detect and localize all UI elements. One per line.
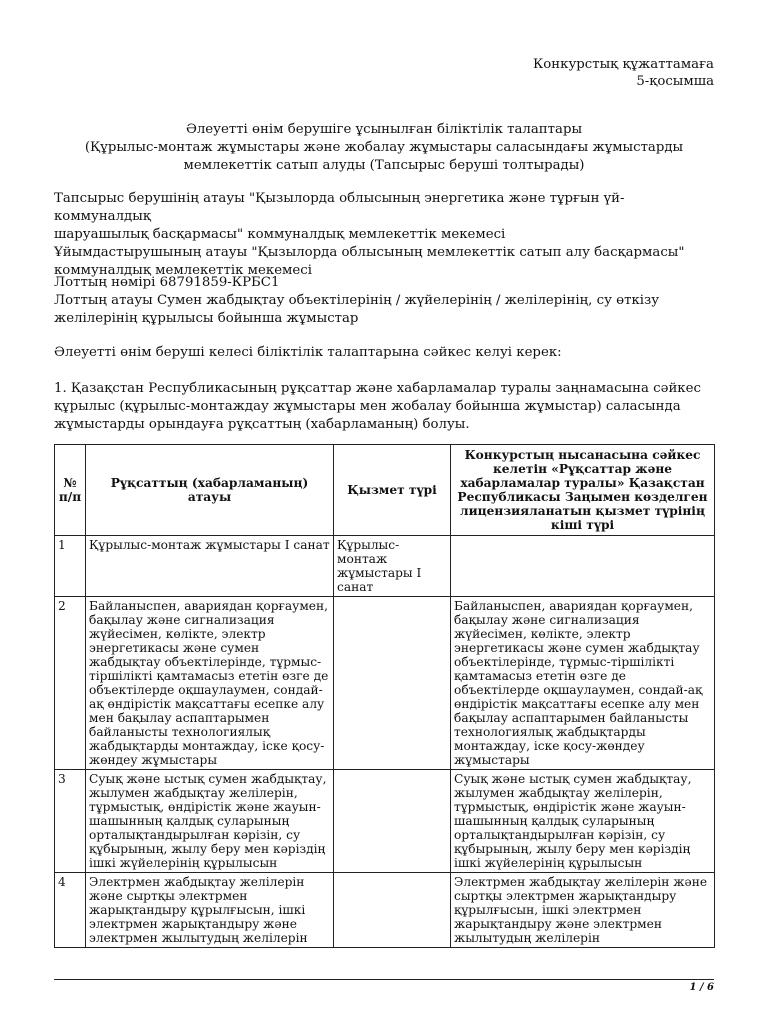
cell-activity-subtype: Электрмен жабдықтау желілерін және сыртқы электрмен жарықтандыру құрылғысын, ішкі электрмен жарықтандыру және электрмен жылытудың желілерін [451,873,715,948]
requirement-intro [54,344,719,362]
cell-permit-name: Электрмен жабдықтау желілерін және сыртқы электрмен жарықтандыру құрылғысын, ішкі электрмен жарықтандыру және электрмен жылытудың желілерін [86,873,334,948]
permits-table [54,444,715,948]
cell-activity-subtype: Суық және ыстық сумен жабдықтау, жылумен жабдықтау желілерін, тұрмыстық, өндірістік және жауын-шашынның қалдық суларының орталықтандырылған кәрізін, су құбырының, жылу беру мен кәріздің ішкі жүйелерінің құрылысын [451,770,715,873]
header-activity-subtype: Конкурстың нысанасына сәйкес келетін «Рұқсаттар және хабарламалар туралы» Қазақстан Республикасы Заңымен көзделген лицензияланатын қызмет түрінің кіші түрі [451,445,715,536]
document-title [54,121,714,175]
appendix-header-line2: 5-қосымша [636,74,714,89]
requirement-line1: Әлеуетті өнім беруші келесі біліктілік талаптарына сәйкес келуі керек: [54,345,562,360]
item1-line3: жұмыстарды орындауға рұқсаттың (хабарламаның) болуы. [54,417,470,432]
title-line1: Әлеуетті өнім берушіге ұсынылған біліктілік талаптары [185,122,583,137]
appendix-header-line1: Конкурстық құжаттамаға [532,57,714,72]
lot-info [54,274,719,328]
requirement-item-1 [54,380,719,434]
cell-activity-subtype [451,536,715,597]
cell-permit-name: Байланыспен, авариядан қорғаумен, бақылау және сигнализация жүйесімен, көлікте, электр энергетикасы және сумен жабдықтау объектілерінде, тұрмыс-тіршілікті қамтамасыз ететін өзге де объектілерде оқшаулаумен, сондай-ақ өндірістік мақсаттағы есепке алу мен бақылау аспаптарымен байланысты технологиялық жабдықтарды монтаждау, іске қосу-жөндеу жұмыстары [86,597,334,770]
lot-line1: Лоттың нөмірі 68791859-КРБС1 [54,275,280,290]
customer-line3: Ұйымдастырушының атауы "Қызылорда облысының мемлекеттік сатып алу басқармасы" [54,245,685,260]
cell-num: 1 [55,536,86,597]
customer-line1: Тапсырыс берушінің атауы "Қызылорда облысының энергетика және тұрғын үй-коммуналдық [54,191,625,224]
cell-activity-type: Құрылыс-монтаж жұмыстары I санат [334,536,451,597]
customer-line2: шаруашылық басқармасы" коммуналдық мемлекеттік мекемесі [54,227,506,242]
lot-line2: Лоттың атауы Сумен жабдықтау объектілерінің / жүйелерінің / желілерінің, су өткізу [54,293,660,308]
table-header-row [55,445,715,536]
cell-activity-type [334,873,451,948]
header-permit-name: Рұқсаттың (хабарламаның) атауы [86,445,334,536]
cell-activity-type [334,770,451,873]
lot-line3: желілерінің құрылысы бойынша жұмыстар [54,311,359,326]
item1-line1: 1. Қазақстан Республикасының рұқсаттар және хабарламалар туралы заңнамасына сәйкес [54,381,701,396]
page-number: 1 / 6 [689,982,714,993]
cell-activity-type [334,597,451,770]
cell-activity-subtype: Байланыспен, авариядан қорғаумен, бақылау және сигнализация жүйесімен, көлікте, электр энергетикасы және сумен жабдықтау объектілерінде, тұрмыс-тіршілікті қамтамасыз ететін өзге де объектілерде оқшаулаумен, сондай-ақ өндірістік мақсаттағы есепке алу мен бақылау аспаптарымен байланысты технологиялық жабдықтарды монтаждау, іске қосу-жөндеу жұмыстары [451,597,715,770]
cell-num: 2 [55,597,86,770]
footer-divider [54,979,714,980]
table-row [55,770,715,873]
customer-line4: коммуналдық мемлекеттік мекемесі [54,263,312,278]
customer-info [54,190,719,280]
cell-permit-name: Суық және ыстық сумен жабдықтау, жылумен жабдықтау желілерін, тұрмыстық, өндірістік және жауын-шашынның қалдық суларының орталықтандырылған кәрізін, су құбырының, жылу беру мен кәріздің ішкі жүйелерінің құрылысын [86,770,334,873]
cell-num: 3 [55,770,86,873]
cell-permit-name: Құрылыс-монтаж жұмыстары I санат [86,536,334,597]
cell-num: 4 [55,873,86,948]
header-activity-type: Қызмет түрі [334,445,451,536]
table-row [55,536,715,597]
table-row [55,597,715,770]
appendix-header [533,56,714,90]
title-line2: (Құрылыс-монтаж жұмыстары және жобалау жұмыстары саласындағы жұмыстарды [84,140,684,155]
table-row [55,873,715,948]
item1-line2: құрылыс (құрылыс-монтаждау жұмыстары мен жобалау бойынша жұмыстар) саласында [54,399,681,414]
header-num: № п/п [55,445,86,536]
title-line3: мемлекеттік сатып алуды (Тапсырыс беруші толтырады) [183,158,585,173]
